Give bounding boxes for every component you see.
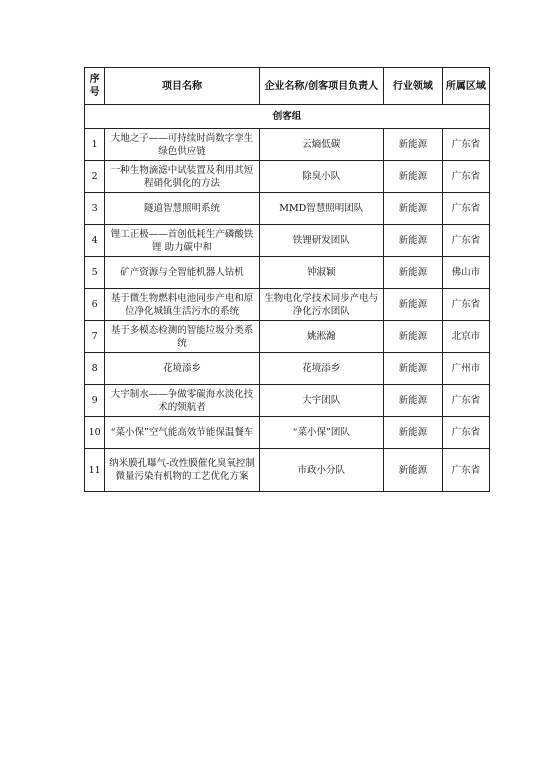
cell-project-name: 基于多模态检测的智能垃圾分类系统 <box>105 321 259 353</box>
cell-enterprise: MMD智慧照明团队 <box>259 193 383 225</box>
table-row <box>85 257 490 289</box>
cell-no: 11 <box>85 449 105 492</box>
project-table <box>84 67 490 492</box>
cell-region: 广东省 <box>442 449 489 492</box>
cell-project-name: 基于微生物燃料电池同步产电和原位净化城镇生活污水的系统 <box>105 289 259 321</box>
cell-no: 4 <box>85 225 105 257</box>
cell-industry: 新能源 <box>383 353 442 385</box>
cell-region: 广东省 <box>442 417 489 449</box>
cell-region: 广东省 <box>442 289 489 321</box>
cell-project-name: 大宇制水——争做零碳海水淡化技术的领航者 <box>105 385 259 417</box>
cell-enterprise: 云熵低碳 <box>259 129 383 161</box>
cell-project-name: 隧道智慧照明系统 <box>105 193 259 225</box>
cell-enterprise: 生物电化学技术同步产电与净化污水团队 <box>259 289 383 321</box>
table-row <box>85 353 490 385</box>
table-row <box>85 417 490 449</box>
table-row <box>85 385 490 417</box>
cell-no: 7 <box>85 321 105 353</box>
cell-no: 6 <box>85 289 105 321</box>
cell-no: 3 <box>85 193 105 225</box>
table-row <box>85 289 490 321</box>
cell-enterprise: 姚淞瀚 <box>259 321 383 353</box>
header-region: 所属区域 <box>442 68 489 105</box>
cell-industry: 新能源 <box>383 257 442 289</box>
group-label: 创客组 <box>85 105 490 129</box>
table-row <box>85 225 490 257</box>
table-row <box>85 449 490 492</box>
cell-enterprise: 钟淑颖 <box>259 257 383 289</box>
cell-enterprise: 市政小分队 <box>259 449 383 492</box>
cell-industry: 新能源 <box>383 417 442 449</box>
cell-region: 广东省 <box>442 161 489 193</box>
cell-enterprise: 除臭小队 <box>259 161 383 193</box>
cell-industry: 新能源 <box>383 129 442 161</box>
table-row <box>85 193 490 225</box>
cell-region: 广东省 <box>442 129 489 161</box>
cell-region: 广东省 <box>442 385 489 417</box>
cell-industry: 新能源 <box>383 225 442 257</box>
header-enterprise: 企业名称/创客项目负责人 <box>259 68 383 105</box>
cell-project-name: “菜小保”空气能高效节能保温餐车 <box>105 417 259 449</box>
table-row <box>85 161 490 193</box>
cell-no: 9 <box>85 385 105 417</box>
cell-industry: 新能源 <box>383 193 442 225</box>
cell-no: 5 <box>85 257 105 289</box>
cell-project-name: 大地之子——可持续时尚数字孪生绿色供应链 <box>105 129 259 161</box>
cell-no: 8 <box>85 353 105 385</box>
cell-no: 2 <box>85 161 105 193</box>
cell-region: 广东省 <box>442 193 489 225</box>
cell-no: 10 <box>85 417 105 449</box>
cell-project-name: 锂工正极——首创低耗生产磷酸铁锂 助力碳中和 <box>105 225 259 257</box>
cell-region: 佛山市 <box>442 257 489 289</box>
cell-project-name: 花境添乡 <box>105 353 259 385</box>
cell-project-name: 纳米膜孔曝气-改性膜催化臭氧控制微量污染有机物的工艺优化方案 <box>105 449 259 492</box>
cell-region: 北京市 <box>442 321 489 353</box>
cell-no: 1 <box>85 129 105 161</box>
header-industry: 行业领域 <box>383 68 442 105</box>
header-no: 序号 <box>85 68 105 105</box>
cell-industry: 新能源 <box>383 449 442 492</box>
table-row <box>85 129 490 161</box>
cell-project-name: 矿产资源与全智能机器人钻机 <box>105 257 259 289</box>
group-row <box>85 105 490 129</box>
cell-enterprise: 花境添乡 <box>259 353 383 385</box>
cell-industry: 新能源 <box>383 161 442 193</box>
cell-industry: 新能源 <box>383 321 442 353</box>
cell-enterprise: 铁锂研发团队 <box>259 225 383 257</box>
cell-region: 广州市 <box>442 353 489 385</box>
table-header-row <box>85 68 490 105</box>
cell-enterprise: 大宇团队 <box>259 385 383 417</box>
cell-project-name: 一种生物滴滤中试装置及利用其短程硝化驯化的方法 <box>105 161 259 193</box>
cell-enterprise: “菜小保”团队 <box>259 417 383 449</box>
cell-industry: 新能源 <box>383 289 442 321</box>
table-row <box>85 321 490 353</box>
cell-region: 广东省 <box>442 225 489 257</box>
cell-industry: 新能源 <box>383 385 442 417</box>
header-project-name: 项目名称 <box>105 68 259 105</box>
